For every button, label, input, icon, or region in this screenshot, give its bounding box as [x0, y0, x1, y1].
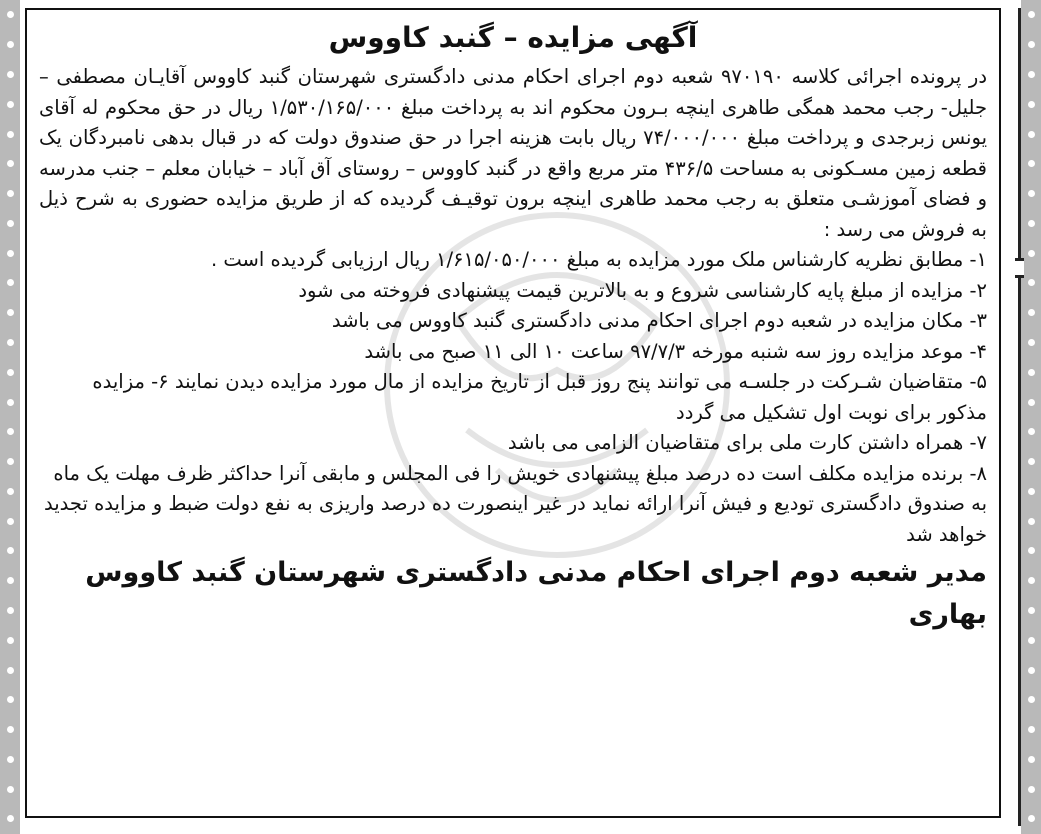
perforation-dot: [1028, 279, 1035, 286]
perforation-dot: [1028, 369, 1035, 376]
perforation-dot: [1028, 41, 1035, 48]
perforation-dot: [1028, 667, 1035, 674]
perforation-dot: [1028, 160, 1035, 167]
perforation-dot: [7, 369, 14, 376]
perforation-dot: [1028, 547, 1035, 554]
perforation-dot: [1028, 607, 1035, 614]
perforation-dot: [7, 786, 14, 793]
perforation-dot: [7, 71, 14, 78]
perforation-dot: [1028, 399, 1035, 406]
perforation-dot: [7, 11, 14, 18]
perforation-dot: [1028, 726, 1035, 733]
perforation-dot: [1028, 815, 1035, 822]
column-separator-mark: [1015, 258, 1024, 278]
condition-item-1: ۱- مطابق نظریه کارشناس ملک مورد مزایده به مبلغ ۱/۶۱۵/۰۵۰/۰۰۰ ریال ارزیابی گردیده است .: [211, 248, 987, 271]
perforation-dot: [1028, 756, 1035, 763]
signature-title: مدیر شعبه دوم اجرای احکام مدنی دادگستری شهرستان گنبد کاووس: [85, 557, 987, 588]
notice-frame: [25, 8, 1001, 818]
perforation-dot: [7, 696, 14, 703]
perforation-dot: [7, 250, 14, 257]
perforation-dot: [7, 41, 14, 48]
perforation-dot: [1028, 250, 1035, 257]
condition-item-4: ۴- موعد مزایده روز سه شنبه مورخه ۹۷/۷/۳ ساعت ۱۰ الی ۱۱ صبح می باشد: [364, 339, 987, 363]
perforation-dot: [7, 101, 14, 108]
perforation-dot: [1028, 696, 1035, 703]
perforation-dot: [7, 726, 14, 733]
adjacent-column-border: [1018, 8, 1021, 826]
perforation-dot: [7, 607, 14, 614]
perforation-dot: [7, 637, 14, 644]
perforation-dot: [1028, 309, 1035, 316]
condition-item-3: ۳- مکان مزایده در شعبه دوم اجرای احکام مدنی دادگستری گنبد کاووس می باشد: [331, 309, 987, 332]
perforation-dot: [7, 428, 14, 435]
perforation-dot: [1028, 339, 1035, 346]
notice-content: [39, 16, 987, 810]
condition-item-5-6: ۵- متقاضیان شـرکت در جلسـه می توانند پنج روز قبل از تاریخ مزایده از مال مورد مزایده دیدن نمایند ۶- مزایده مذکور برای نوبت اول تشکیل می گردد: [92, 370, 987, 424]
condition-item-2: ۲- مزایده از مبلغ پایه کارشناسی شروع و به بالاترین قیمت پیشنهادی فروخته می شود: [298, 278, 987, 302]
perforation-dot: [7, 190, 14, 197]
perforation-dot: [7, 279, 14, 286]
perforation-dot: [7, 131, 14, 138]
signature-name: بهاری: [908, 599, 987, 630]
condition-item-8: ۸- برنده مزایده مکلف است ده درصد مبلغ پیشنهادی خویش را فی المجلس و مابقی آنرا حداکثر ظرف مهلت یک ماه به صندوق دادگستری تودیع و فیش آنرا ارائه نماید در غیر اینصورت ده درصد واریزی به نفع دولت ضبط و مزایده تجدید خواهد شد: [43, 461, 987, 546]
perforation-dot: [1028, 458, 1035, 465]
perforation-dot: [1028, 428, 1035, 435]
perforation-dot: [7, 160, 14, 167]
right-perforation-strip: [1021, 0, 1041, 834]
perforation-dot: [1028, 190, 1035, 197]
perforation-dot: [1028, 11, 1035, 18]
perforation-dot: [7, 220, 14, 227]
perforation-dot: [7, 339, 14, 346]
perforation-dot: [7, 547, 14, 554]
left-perforation-strip: [0, 0, 20, 834]
perforation-dot: [7, 458, 14, 465]
perforation-dot: [7, 756, 14, 763]
perforation-dot: [1028, 577, 1035, 584]
perforation-dot: [7, 667, 14, 674]
perforation-dot: [1028, 488, 1035, 495]
perforation-dot: [1028, 71, 1035, 78]
perforation-dot: [7, 518, 14, 525]
perforation-dot: [1028, 637, 1035, 644]
perforation-dot: [7, 815, 14, 822]
perforation-dot: [7, 309, 14, 316]
perforation-dot: [1028, 220, 1035, 227]
perforation-dot: [7, 488, 14, 495]
perforation-dot: [1028, 518, 1035, 525]
perforation-dot: [1028, 101, 1035, 108]
notice-title: آگهی مزایده – گنبد کاووس: [328, 21, 698, 54]
notice-intro-paragraph: در پرونده اجرائی کلاسه ۹۷۰۱۹۰ شعبه دوم اجرای احکام مدنی دادگستری شهرستان گنبد کاووس آقایـان مصطفی – جلیل- رجب محمد همگی طاهری اینچه بـرون محکوم اند به پرداخت مبلغ ۱/۵۳۰/۱۶۵/۰۰۰ ریال در حق محکوم له آقای یونس زبرجدی و پرداخت مبلغ ۷۴/۰۰۰/۰۰۰ ریال بابت هزینه اجرا در حق صندوق دولت که در قبال بدهی نامبردگان یک قطعه زمین مسـکونی به مساحت ۴۳۶/۵ متر مربع واقع در گنبد کاووس – روستای آق آباد – خیابان معلم – جنب مدرسه و فضای آموزشـی متعلق به رجب محمد طاهری اینچه برون توقیـف گردیده که از طریق مزایده حضوری به شرح ذیل به فروش می رسد :: [39, 65, 988, 241]
condition-item-7: ۷- همراه داشتن کارت ملی برای متقاضیان الزامی می باشد: [507, 431, 987, 454]
perforation-dot: [1028, 131, 1035, 138]
perforation-dot: [7, 399, 14, 406]
perforation-dot: [7, 577, 14, 584]
perforation-dot: [1028, 786, 1035, 793]
